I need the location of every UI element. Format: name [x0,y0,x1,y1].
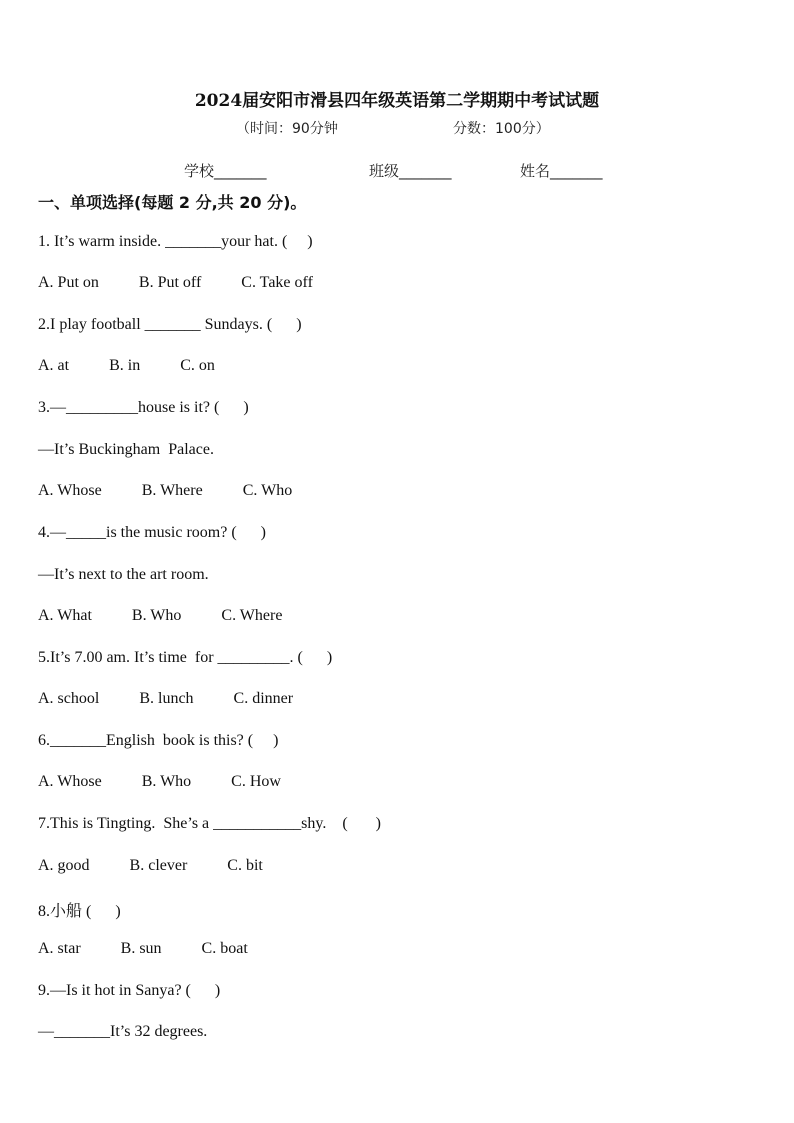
question-6-options: A. Whose B. Who C. How [38,773,281,790]
question-4: 4.—_____is the music room? ( ) [38,524,266,541]
question-2: 2.I play football _______ Sundays. ( ) [38,316,302,333]
name-field: 姓名_______ [520,162,603,180]
question-1: 1. It’s warm inside. _______your hat. ( ) [38,233,313,250]
page-title: 2024届安阳市滑县四年级英语第二学期期中考试试题 [194,91,600,111]
question-8: 8.小船 ( ) [38,903,121,920]
section-heading: 一、单项选择(每题 2 分,共 20 分)。 [38,193,307,212]
question-7: 7.This is Tingting. She’s a ___________shy. ( ) [38,815,381,832]
question-1-options: A. Put on B. Put off C. Take off [38,274,313,291]
exam-score: 分数：100分） [453,121,550,137]
question-5: 5.It’s 7.00 am. It’s time for _________. ( ) [38,649,333,666]
question-3: 3.—_________house is it? ( ) [38,399,249,416]
question-4-options: A. What B. Who C. Where [38,607,283,624]
question-2-options: A. at B. in C. on [38,357,215,374]
question-9-reply: —_______It’s 32 degrees. [38,1023,208,1040]
exam-time: （时间：90分钟 [236,121,338,137]
question-3-reply: —It’s Buckingham Palace. [38,441,214,458]
question-6: 6._______English book is this? ( ) [38,732,279,749]
question-7-options: A. good B. clever C. bit [38,857,263,874]
question-3-options: A. Whose B. Where C. Who [38,482,293,499]
question-8-options: A. star B. sun C. boat [38,940,248,957]
question-9: 9.—Is it hot in Sanya? ( ) [38,982,221,999]
class-field: 班级_______ [369,162,452,180]
question-5-options: A. school B. lunch C. dinner [38,690,294,707]
school-field: 学校_______ [184,162,267,180]
question-4-reply: —It’s next to the art room. [38,566,209,583]
